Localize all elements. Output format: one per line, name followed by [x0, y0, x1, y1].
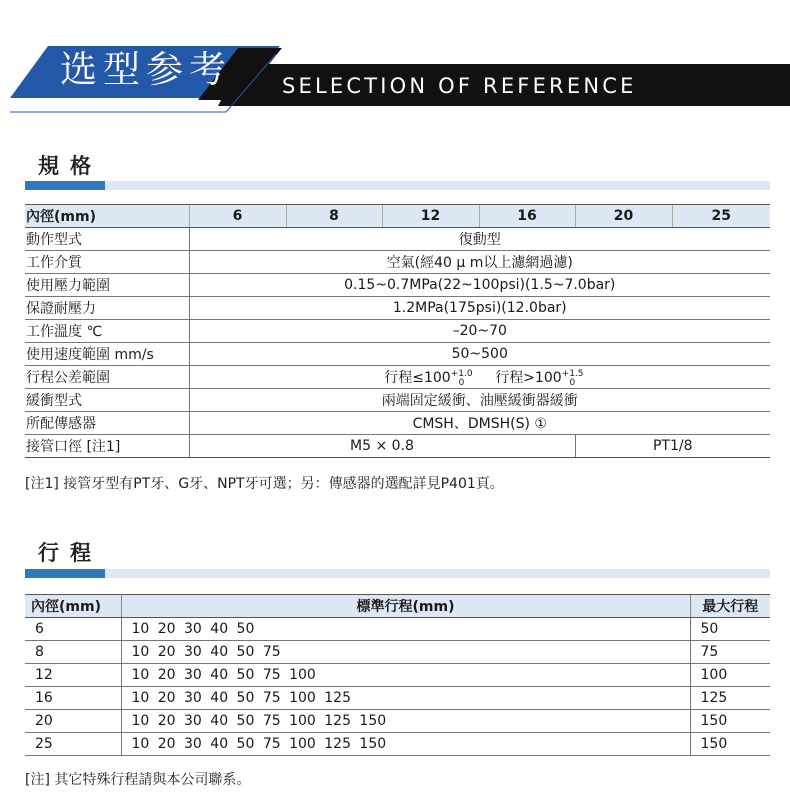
stroke-max: 150: [690, 733, 770, 756]
spec-label: 動作型式: [25, 228, 189, 251]
stroke-header-max: 最大行程: [690, 595, 770, 618]
stroke-bore: 25: [25, 733, 121, 756]
spec-section-bar: [25, 181, 770, 190]
stroke-standard: 10 20 30 40 50 75 100 125 150: [121, 733, 690, 756]
spec-value: 50~500: [189, 343, 770, 366]
stroke-table: [25, 594, 770, 756]
spec-label: 使用壓力範圍: [25, 274, 189, 297]
stroke-standard: 10 20 30 40 50 75 100 125 150: [121, 710, 690, 733]
stroke-row: [25, 618, 770, 641]
tolerance-b-lower: 0: [569, 377, 576, 388]
stroke-standard: 10 20 30 40 50 75: [121, 641, 690, 664]
spec-value: [189, 366, 770, 389]
spec-row-port-size: [25, 435, 770, 458]
stroke-standard: 10 20 30 40 50 75 100: [121, 664, 690, 687]
spec-value: CMSH、DMSH(S) ①: [189, 412, 770, 435]
stroke-section-bar: [25, 569, 770, 578]
stroke-header-standard: 標準行程(mm): [121, 595, 690, 618]
tolerance-b-text: 行程>100: [495, 369, 562, 386]
spec-row-temperature: [25, 320, 770, 343]
spec-row-proof-pressure: [25, 297, 770, 320]
spec-row-speed-range: [25, 343, 770, 366]
spec-header-12: 12: [382, 205, 479, 228]
spec-value: 1.2MPa(175psi)(12.0bar): [189, 297, 770, 320]
spec-value: 兩端固定緩衝、油壓緩衝器緩衝: [189, 389, 770, 412]
stroke-row: [25, 733, 770, 756]
spec-header-25: 25: [672, 205, 770, 228]
tolerance-a-text: 行程≤100: [384, 369, 451, 386]
stroke-max: 125: [690, 687, 770, 710]
spec-row-sensor: [25, 412, 770, 435]
spec-label: 保證耐壓力: [25, 297, 189, 320]
spec-note: [注1] 接管牙型有PT牙、G牙、NPT牙可選；另：傳感器的選配詳見P401頁。: [25, 476, 504, 492]
stroke-bore: 8: [25, 641, 121, 664]
stroke-standard: 10 20 30 40 50: [121, 618, 690, 641]
spec-value: 復動型: [189, 228, 770, 251]
stroke-max: 100: [690, 664, 770, 687]
banner-subtitle: SELECTION OF REFERENCE: [282, 74, 637, 98]
spec-row-medium: [25, 251, 770, 274]
spec-label: 行程公差範圍: [25, 366, 189, 389]
stroke-row: [25, 687, 770, 710]
stroke-bore: 20: [25, 710, 121, 733]
spec-label: 工作介質: [25, 251, 189, 274]
stroke-max: 150: [690, 710, 770, 733]
spec-value: –20~70: [189, 320, 770, 343]
stroke-bore: 16: [25, 687, 121, 710]
tolerance-a-upper: +1.0: [450, 368, 473, 379]
spec-label: 接管口徑 [注1]: [25, 435, 189, 458]
stroke-row: [25, 641, 770, 664]
tolerance-b-upper: +1.5: [561, 368, 584, 379]
spec-label: 所配傳感器: [25, 412, 189, 435]
stroke-bore: 6: [25, 618, 121, 641]
spec-value-large-bore: PT1/8: [575, 435, 770, 458]
stroke-header-row: [25, 595, 770, 618]
spec-label: 工作溫度 ℃: [25, 320, 189, 343]
stroke-bore: 12: [25, 664, 121, 687]
tolerance-a-lower: 0: [458, 377, 465, 388]
banner-title: 选型参考: [60, 48, 232, 91]
spec-table: [25, 204, 770, 458]
page-banner: [0, 0, 790, 120]
spec-value: 0.15~0.7MPa(22~100psi)(1.5~7.0bar): [189, 274, 770, 297]
spec-value-small-bore: M5 × 0.8: [189, 435, 575, 458]
spec-header-bore: 內徑(mm): [25, 205, 189, 228]
spec-section-title: 規格: [38, 154, 102, 178]
spec-row-action-type: [25, 228, 770, 251]
spec-value: 空氣(經40 μ m以上濾網過濾): [189, 251, 770, 274]
spec-header-8: 8: [286, 205, 382, 228]
spec-label: 緩衝型式: [25, 389, 189, 412]
spec-header-20: 20: [575, 205, 672, 228]
spec-row-pressure-range: [25, 274, 770, 297]
stroke-row: [25, 664, 770, 687]
stroke-note: [注] 其它特殊行程請與本公司聯系。: [25, 772, 251, 788]
stroke-max: 75: [690, 641, 770, 664]
stroke-row: [25, 710, 770, 733]
stroke-header-bore: 內徑(mm): [25, 595, 121, 618]
stroke-max: 50: [690, 618, 770, 641]
spec-row-stroke-tolerance: [25, 366, 770, 389]
spec-header-6: 6: [189, 205, 286, 228]
stroke-section-title: 行程: [38, 541, 102, 565]
stroke-standard: 10 20 30 40 50 75 100 125: [121, 687, 690, 710]
spec-header-16: 16: [479, 205, 575, 228]
spec-row-cushion-type: [25, 389, 770, 412]
spec-label: 使用速度範圍 mm/s: [25, 343, 189, 366]
spec-header-row: [25, 205, 770, 228]
